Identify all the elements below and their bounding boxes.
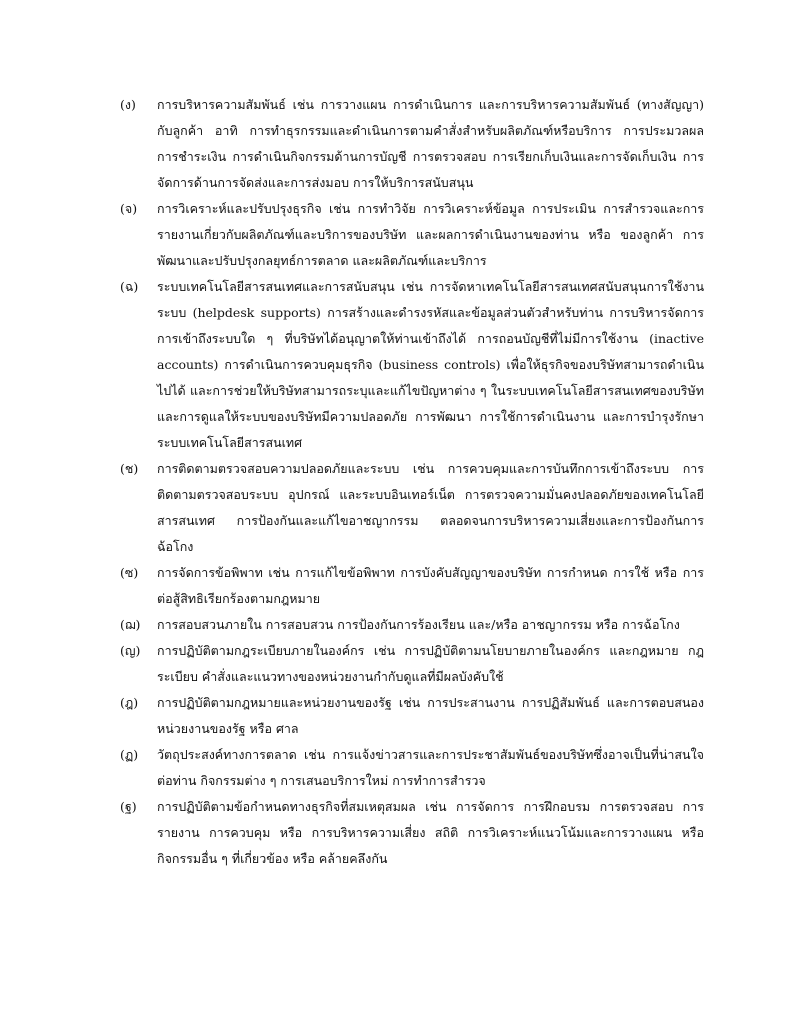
list-item bbox=[120, 742, 704, 794]
item-marker: (ฌ) bbox=[120, 617, 141, 632]
list-item bbox=[120, 196, 704, 274]
item-text: การปฏิบัติตามกฎระเบียบภายในองค์กร เช่น การปฏิบัติตามนโยบายภายในองค์กร และกฎหมาย กฎระเบียบ คำสั่งและแนวทางของหน่วยงานกำกับดูแลที่มีผลบังคับใช้ bbox=[157, 643, 704, 684]
item-text: การจัดการข้อพิพาท เช่น การแก้ไขข้อพิพาท การบังคับสัญญาของบริษัท การกำหนด การใช้ หรือ การต่อสู้สิทธิเรียกร้องตามกฎหมาย bbox=[157, 565, 704, 606]
list-item bbox=[120, 274, 704, 456]
list-item bbox=[120, 794, 704, 872]
item-marker: (ญ) bbox=[120, 643, 141, 658]
list-item bbox=[120, 456, 704, 560]
item-text: การปฏิบัติตามข้อกำหนดทางธุรกิจที่สมเหตุสมผล เช่น การจัดการ การฝึกอบรม การตรวจสอบ การรายงาน การควบคุม หรือ การบริหารความเสี่ยง สถิติ การวิเคราะห์แนวโน้มและการวางแผน หรือ กิจกรรมอื่น ๆ ที่เกี่ยวข้อง หรือ คล้ายคลึงกัน bbox=[157, 799, 704, 866]
item-marker: (ฐ) bbox=[120, 799, 137, 814]
item-marker: (ซ) bbox=[120, 565, 139, 580]
item-marker: (ฉ) bbox=[120, 279, 139, 294]
item-marker: (ง) bbox=[120, 97, 136, 112]
item-marker: (ช) bbox=[120, 461, 139, 476]
list-item bbox=[120, 612, 704, 638]
item-text: การปฏิบัติตามกฎหมายและหน่วยงานของรัฐ เช่น การประสานงาน การปฏิสัมพันธ์ และการตอบสนองหน่วยงานของรัฐ หรือ ศาล bbox=[157, 695, 704, 736]
item-text: การสอบสวนภายใน การสอบสวน การป้องกันการร้องเรียน และ/หรือ อาชญากรรม หรือ การฉ้อโกง bbox=[157, 617, 680, 632]
list-item bbox=[120, 638, 704, 690]
list-item bbox=[120, 690, 704, 742]
item-marker: (ฏ) bbox=[120, 747, 139, 762]
item-text: การติดตามตรวจสอบความปลอดภัยและระบบ เช่น การควบคุมและการบันทึกการเข้าถึงระบบ การติดตามตรวจสอบระบบ อุปกรณ์ และระบบอินเทอร์เน็ต การตรวจความมั่นคงปลอดภัยของเทคโนโลยีสารสนเทศ การป้องกันและแก้ไขอาชญากรรม ตลอดจนการบริหารความเสี่ยงและการป้องกันการฉ้อโกง bbox=[157, 461, 704, 554]
item-text: การบริหารความสัมพันธ์ เช่น การวางแผน การดำเนินการ และการบริหารความสัมพันธ์ (ทางสัญญา) กับลูกค้า อาทิ การทำธุรกรรมและดำเนินการตามคำสั่งสำหรับผลิตภัณฑ์หรือบริการ การประมวลผล การชำระเงิน การดำเนินกิจกรรมด้านการบัญชี การตรวจสอบ การเรียกเก็บเงินและการจัดเก็บเงิน การจัดการด้านการจัดส่งและการส่งมอบ การให้บริการสนับสนุน bbox=[157, 97, 704, 190]
item-text: ระบบเทคโนโลยีสารสนเทศและการสนับสนุน เช่น การจัดหาเทคโนโลยีสารสนเทศสนับสนุนการใช้งานระบบ (helpdesk supports) การสร้างและดำรงรหัสและข้อมูลส่วนตัวสำหรับท่าน การบริหารจัดการการเข้าถึงระบบใด ๆ ที่บริษัทได้อนุญาตให้ท่านเข้าถึงได้ การถอนบัญชีที่ไม่มีการใช้งาน (inactive accounts) การดำเนินการควบคุมธุรกิจ (business controls) เพื่อให้ธุรกิจของบริษัทสามารถดำเนินไปได้ และการช่วยให้บริษัทสามารถระบุและแก้ไขปัญหาต่าง ๆ ในระบบเทคโนโลยีสารสนเทศของบริษัท และการดูแลให้ระบบของบริษัทมีความปลอดภัย การพัฒนา การใช้การดำเนินงาน และการบำรุงรักษาระบบเทคโนโลยีสารสนเทศ bbox=[157, 279, 704, 450]
document-body bbox=[120, 92, 704, 872]
item-text: วัตถุประสงค์ทางการตลาด เช่น การแจ้งข่าวสารและการประชาสัมพันธ์ของบริษัทซึ่งอาจเป็นที่น่าสนใจต่อท่าน กิจกรรมต่าง ๆ การเสนอบริการใหม่ การทำการสำรวจ bbox=[157, 747, 704, 788]
item-marker: (จ) bbox=[120, 201, 138, 216]
list-item bbox=[120, 560, 704, 612]
list-item bbox=[120, 92, 704, 196]
item-marker: (ฎ) bbox=[120, 695, 139, 710]
item-text: การวิเคราะห์และปรับปรุงธุรกิจ เช่น การทำวิจัย การวิเคราะห์ข้อมูล การประเมิน การสำรวจและการรายงานเกี่ยวกับผลิตภัณฑ์และบริการของบริษัท และผลการดำเนินงานของท่าน หรือ ของลูกค้า การพัฒนาและปรับปรุงกลยุทธ์การตลาด และผลิตภัณฑ์และบริการ bbox=[157, 201, 704, 268]
